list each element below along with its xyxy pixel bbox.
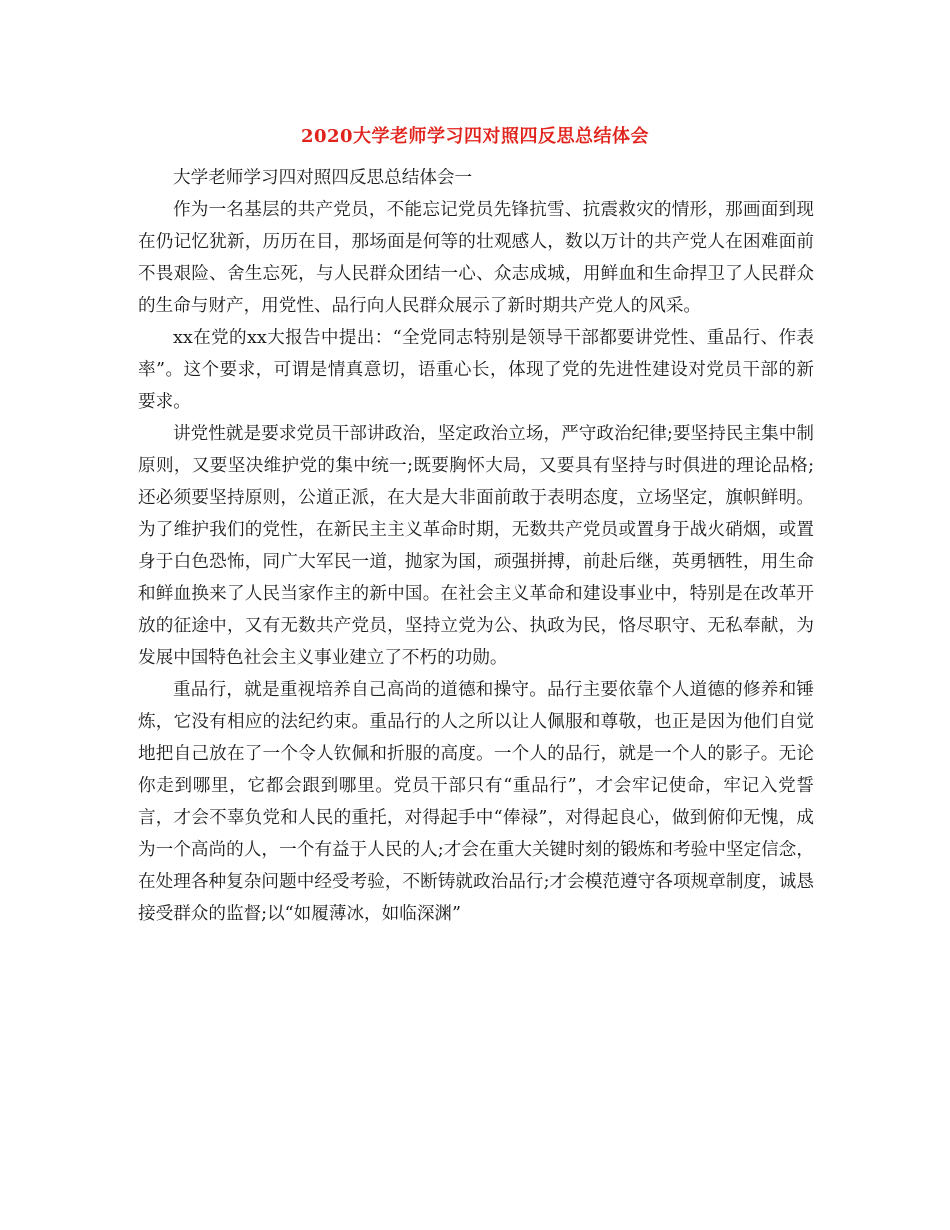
section-subheading: 大学老师学习四对照四反思总结体会一 <box>173 168 473 188</box>
body-paragraph: 讲党性就是要求党员干部讲政治，坚定政治立场，严守政治纪律;要坚持民主集中制原则，又要坚决维护党的集中统一;既要胸怀大局，又要具有坚持与时俱进的理论品格;还必须要坚持原则，公道正派，在大是大非面前敢于表明态度，立场坚定，旗帜鲜明。为了维护我们的党性，在新民主主义革命时期，无数共产党员或置身于战火硝烟，或置身于白色恐怖，同广大军民一道，抛家为国，顽强拼搏，前赴后继，英勇牺牲，用生命和鲜血换来了人民当家作主的新中国。在社会主义革命和建设事业中，特别是在改革开放的征途中，又有无数共产党员，坚持立党为公、执政为民，恪尽职守、无私奉献，为发展中国特色社会主义事业建立了不朽的功勋。 <box>138 424 814 668</box>
document-body <box>138 160 814 930</box>
body-paragraph: 重品行，就是重视培养自己高尚的道德和操守。品行主要依靠个人道德的修养和锤炼，它没有相应的法纪约束。重品行的人之所以让人佩服和尊敬，也正是因为他们自觉地把自己放在了一个令人钦佩和折服的高度。一个人的品行，就是一个人的影子。无论你走到哪里，它都会跟到哪里。党员干部只有“重品行”，才会牢记使命，牢记入党誓言，才会不辜负党和人民的重托，对得起手中“俸禄”，对得起良心，做到俯仰无愧，成为一个高尚的人，一个有益于人民的人;才会在重大关键时刻的锻炼和考验中坚定信念，在处理各种复杂问题中经受考验，不断铸就政治品行;才会模范遵守各项规章制度，诚恳接受群众的监督;以“如履薄冰，如临深渊” <box>138 680 814 924</box>
document-title: 2020大学老师学习四对照四反思总结体会 <box>300 126 650 147</box>
body-paragraph: 作为一名基层的共产党员，不能忘记党员先锋抗雪、抗震救灾的情形，那画面到现在仍记忆犹新，历历在目，那场面是何等的壮观感人，数以万计的共产党人在困难面前不畏艰险、舍生忘死，与人民群众团结一心、众志成城，用鲜血和生命捍卫了人民群众的生命与财产，用党性、品行向人民群众展示了新时期共产党人的风采。 <box>138 200 814 316</box>
body-paragraph: xx在党的xx大报告中提出：“全党同志特别是领导干部都要讲党性、重品行、作表率”。这个要求，可谓是情真意切，语重心长，体现了党的先进性建设对党员干部的新要求。 <box>138 328 814 412</box>
